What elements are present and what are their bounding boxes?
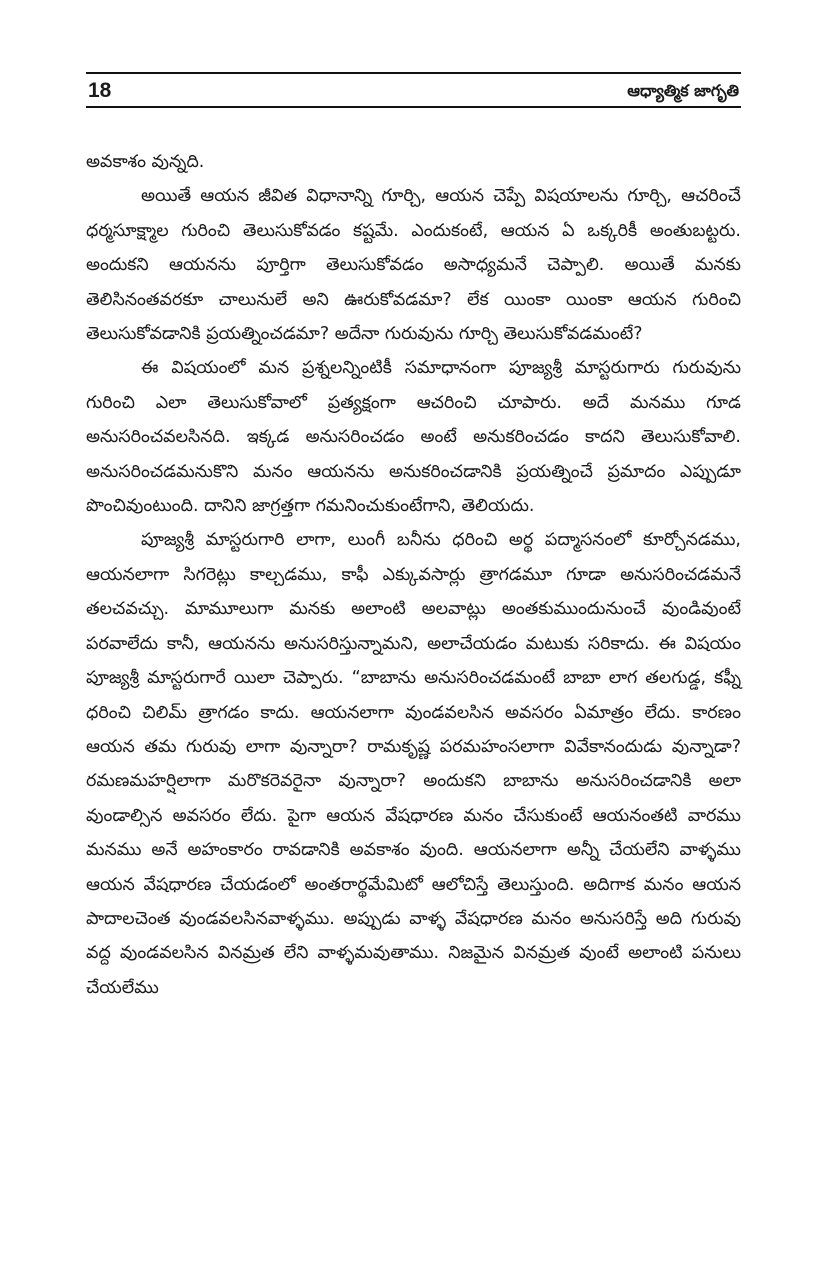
body-text: [86, 145, 741, 1005]
page-header: [86, 72, 741, 108]
paragraph: పూజ్యశ్రీ మాస్టరుగారి లాగా, లుంగీ బనీను ధరించి అర్థ పద్మాసనంలో కూర్చోనడము, ఆయనలాగా సిగరెట్లు కాల్చడము, కాఫీ ఎక్కువసార్లు త్రాగడమూ గూడా అనుసరించడమనే తలచవచ్చు. మామూలుగా మనకు అలాంటి అలవాట్లు అంతకుముందునుంచే వుండివుంటే పరవాలేదు కానీ, ఆయనను అనుసరిస్తున్నామని, అలాచేయడం మటుకు సరికాదు. ఈ విషయం పూజ్యశ్రీ మాస్టరుగారే యిలా చెప్పారు. “బాబాను అనుసరించడమంటే బాబా లాగ తలగుడ్డ, కఫ్నీ ధరించి చిలిమ్ త్రాగడం కాదు. ఆయనలాగా వుండవలసిన అవసరం ఏమాత్రం లేదు. కారణం ఆయన తమ గురువు లాగా వున్నారా? రామకృష్ణ పరమహంసలాగా వివేకానందుడు వున్నాడా? రమణమహర్షిలాగా మరొకరెవరైనా వున్నారా? అందుకని బాబాను అనుసరించడానికి అలా వుండాల్సిన అవసరం లేదు. పైగా ఆయన వేషధారణ మనం చేసుకుంటే ఆయనంతటి వారము మనము అనే అహంకారం రావడానికి అవకాశం వుంది. ఆయనలాగా అన్నీ చేయలేని వాళ్ళము ఆయన వేషధారణ చేయడంలో అంతరార్థమేమిటో ఆలోచిస్తే తెలుస్తుంది. అదిగాక మనం ఆయన పాదాలచెంత వుండవలసినవాళ్ళము. అప్పుడు వాళ్ళ వేషధారణ మనం అనుసరిస్తే అది గురువు వద్ద వుండవలసిన వినమ్రత లేని వాళ్ళమవుతాము. నిజమైన వినమ్రత వుంటే అలాంటి పనులు చేయలేము: [86, 530, 741, 998]
paragraph: ఈ విషయంలో మన ప్రశ్నలన్నింటికీ సమాధానంగా పూజ్యశ్రీ మాస్టరుగారు గురువును గురించి ఎలా తెలుసుకోవాలో ప్రత్యక్షంగా ఆచరించి చూపారు. అదే మనము గూడ అనుసరించవలసినది. ఇక్కడ అనుసరించడం అంటే అనుకరించడం కాదని తెలుసుకోవాలి. అనుసరించడమనుకొని మనం ఆయనను అనుకరించడానికి ప్రయత్నించే ప్రమాదం ఎప్పుడూ పొంచివుంటుంది. దానిని జాగ్రత్తగా గమనించుకుంటేగాని, తెలియదు.: [86, 358, 741, 517]
paragraph-continuation: అవకాశం వున్నది.: [86, 152, 205, 172]
paragraph: అయితే ఆయన జీవిత విధానాన్ని గూర్చి, ఆయన చెప్పే విషయాలను గూర్చి, ఆచరించే ధర్మసూక్ష్మాల గురించి తెలుసుకోవడం కష్టమే. ఎందుకంటే, ఆయన ఏ ఒక్కరికీ అంతుబట్టరు. అందుకని ఆయనను పూర్తిగా తెలుసుకోవడం అసాధ్యమనే చెప్పాలి. అయితే మనకు తెలిసినంతవరకూ చాలునులే అని ఊరుకోవడమా? లేక యింకా యింకా ఆయన గురించి తెలుసుకోవడానికి ప్రయత్నించడమా? అదేనా గురువును గూర్చి తెలుసుకోవడమంటే?: [86, 186, 741, 345]
running-title: ఆధ్యాత్మిక జాగృతి: [627, 81, 739, 100]
page-number: 18: [88, 79, 112, 102]
